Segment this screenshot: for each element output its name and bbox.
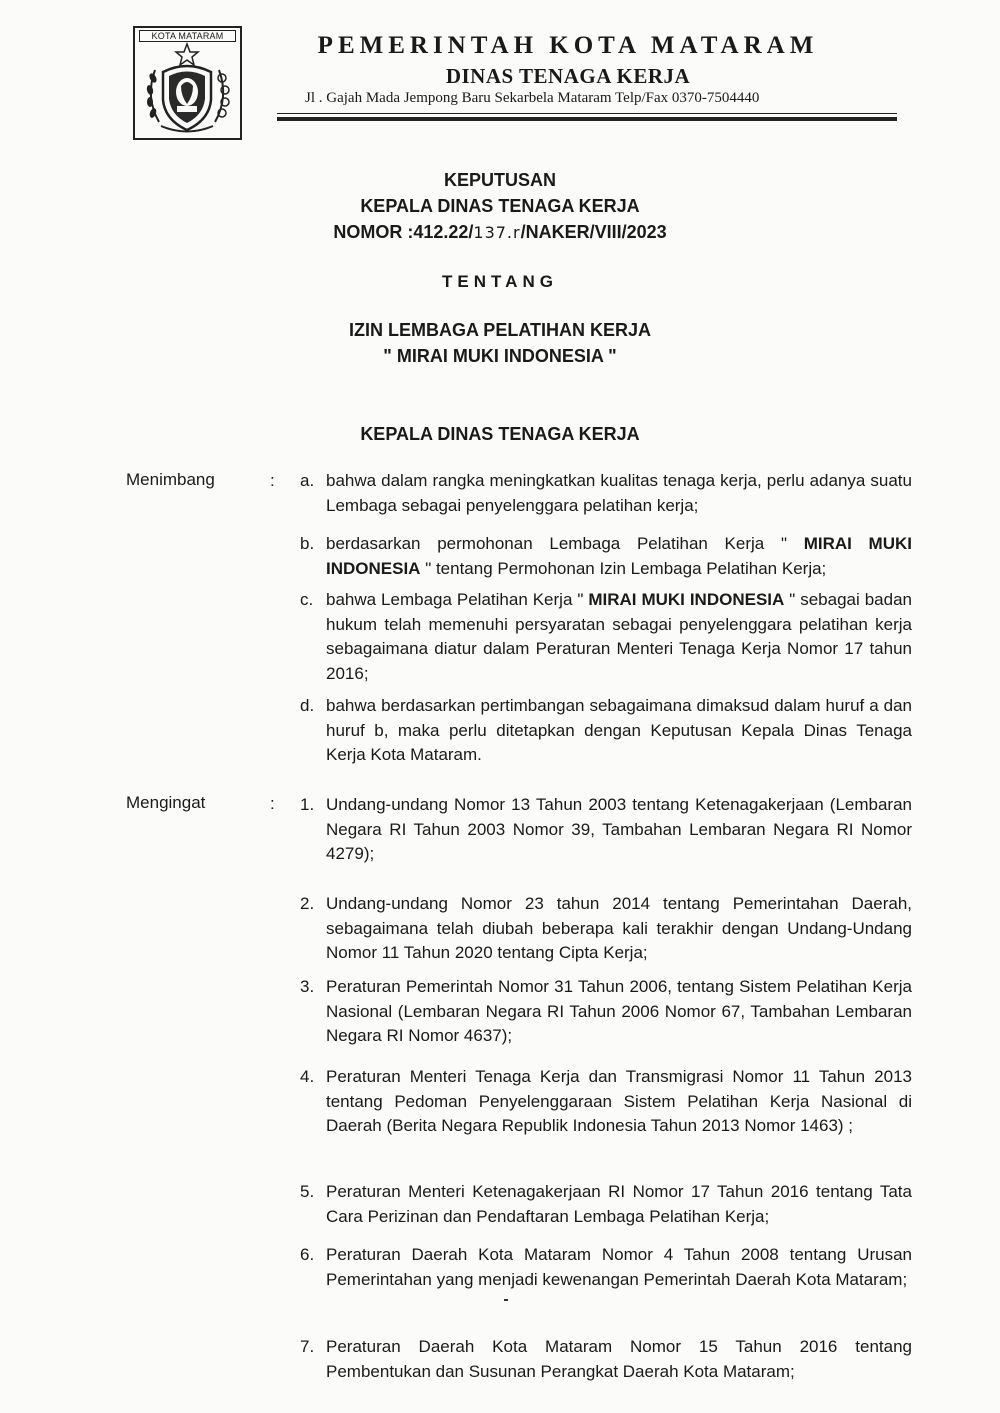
institution-name: MIRAI MUKI INDONESIA <box>588 590 785 609</box>
letterhead-government: PEMERINTAH KOTA MATARAM <box>317 32 819 59</box>
menimbang-colon: : <box>270 471 275 490</box>
item-marker: b. <box>300 534 315 553</box>
menimbang-item-a <box>300 469 912 518</box>
item-marker: c. <box>300 590 314 609</box>
menimbang-item-b <box>300 532 912 581</box>
subject-line-2: " MIRAI MUKI INDONESIA " <box>383 346 617 366</box>
item-marker: 2. <box>300 894 315 913</box>
item-text: Peraturan Pemerintah Nomor 31 Tahun 2006, tentang Sistem Pelatihan Kerja Nasional (Lembaran Negara RI Tahun 2006 Nomor 67, Tambahan Lembaran Negara RI Nomor 4637); <box>326 977 912 1045</box>
mengingat-item-2 <box>300 892 912 966</box>
item-marker: 5. <box>300 1182 315 1201</box>
subject-line-1: IZIN LEMBAGA PELATIHAN KERJA <box>348 320 651 340</box>
item-text: Undang-undang Nomor 23 tahun 2014 tentang Pemerintahan Daerah, sebagaimana telah diubah beberapa kali terakhir dengan Undang-Undang Nomor 11 Tahun 2020 tentang Cipta Kerja; <box>326 894 912 962</box>
item-text: Peraturan Menteri Tenaga Kerja dan Transmigrasi Nomor 11 Tahun 2013 tentang Pedoman Penyelenggaraan Sistem Pelatihan Kerja Nasional di Daerah (Berita Negara Republik Indonesia Tahun 2013 Nomor 1463) ; <box>326 1067 912 1135</box>
decree-number-handwritten: 137.r <box>473 223 521 242</box>
menimbang-item-d <box>300 694 912 768</box>
item-marker: 4. <box>300 1067 315 1086</box>
mengingat-item-6 <box>300 1243 912 1292</box>
mengingat-item-1 <box>300 793 912 867</box>
item-text: Peraturan Daerah Kota Mataram Nomor 4 Tahun 2008 tentang Urusan Pemerintahan yang menjadi kewenangan Pemerintah Daerah Kota Mataram; <box>326 1245 912 1289</box>
item-marker: 6. <box>300 1245 315 1264</box>
menimbang-label: Menimbang <box>126 470 215 489</box>
item-text-part: bahwa Lembaga Pelatihan Kerja " <box>326 590 589 609</box>
item-text: bahwa berdasarkan pertimbangan sebagaimana dimaksud dalam huruf a dan huruf b, maka perlu ditetapkan dengan Keputusan Kepala Dinas Tenaga Kerja Kota Mataram. <box>326 696 912 764</box>
item-marker: 7. <box>300 1337 315 1356</box>
mengingat-item-3 <box>300 975 912 1049</box>
letterhead-agency: DINAS TENAGA KERJA <box>445 64 691 88</box>
item-text-part: " sebagai badan hukum telah memenuhi persyaratan sebagai penyelenggara pelatihan kerja sebagaimana diatur dalam Peraturan Menteri Tenaga Kerja Nomor 17 tahun 2016; <box>326 590 912 683</box>
letterhead-rule-thin <box>277 113 897 114</box>
item-marker: d. <box>300 696 315 715</box>
emblem-icon <box>137 42 238 138</box>
item-text: Peraturan Menteri Ketenagakerjaan RI Nomor 17 Tahun 2016 tentang Tata Cara Perizinan dan Pendaftaran Lembaga Pelatihan Kerja; <box>326 1182 912 1226</box>
letterhead-address: Jl . Gajah Mada Jempong Baru Sekarbela Mataram Telp/Fax 0370-7504440 <box>305 90 760 106</box>
mengingat-colon: : <box>270 794 275 813</box>
item-marker: a. <box>300 471 315 490</box>
mengingat-item-4 <box>300 1065 912 1139</box>
menimbang-item-c <box>300 588 912 686</box>
city-emblem-logo <box>133 26 242 140</box>
item-text-part: berdasarkan permohonan Lembaga Pelatihan Kerja " <box>326 534 804 553</box>
institution-name: MIRAI MUKI INDONESIA <box>326 534 912 578</box>
logo-caption: KOTA MATARAM <box>139 30 236 42</box>
mengingat-label: Mengingat <box>126 793 206 812</box>
issuer-heading: KEPALA DINAS TENAGA KERJA <box>360 424 640 444</box>
item-text: bahwa dalam rangka meningkatkan kualitas tenaga kerja, perlu adanya suatu Lembaga sebagai penyelenggara pelatihan kerja; <box>326 471 912 515</box>
mengingat-item-5 <box>300 1180 912 1229</box>
decree-number-prefix: NOMOR :412.22/ <box>333 222 474 242</box>
item-text: Undang-undang Nomor 13 Tahun 2003 tentang Ketenagakerjaan (Lembaran Negara RI Tahun 2003 Nomor 39, Tambahan Lembaran Negara RI Nomor 4279); <box>326 795 912 863</box>
item-text <box>326 588 912 686</box>
item-text <box>326 532 912 581</box>
item-marker: 1. <box>300 795 315 814</box>
item-text-part: " tentang Permohonan Izin Lembaga Pelatihan Kerja; <box>420 558 827 578</box>
item-marker: 3. <box>300 977 315 996</box>
decree-issuer-title: KEPALA DINAS TENAGA KERJA <box>360 196 640 216</box>
letterhead-rule-thick <box>277 117 897 121</box>
item-text: Peraturan Daerah Kota Mataram Nomor 15 Tahun 2016 tentang Pembentukan dan Susunan Perangkat Daerah Kota Mataram; <box>326 1337 912 1381</box>
decree-title: KEPUTUSAN <box>443 170 556 190</box>
scan-speck <box>504 1299 508 1301</box>
mengingat-item-7 <box>300 1335 912 1384</box>
about-heading: TENTANG <box>442 272 558 291</box>
decree-number <box>0 222 1000 243</box>
decree-number-suffix: /NAKER/VIII/2023 <box>520 222 667 242</box>
